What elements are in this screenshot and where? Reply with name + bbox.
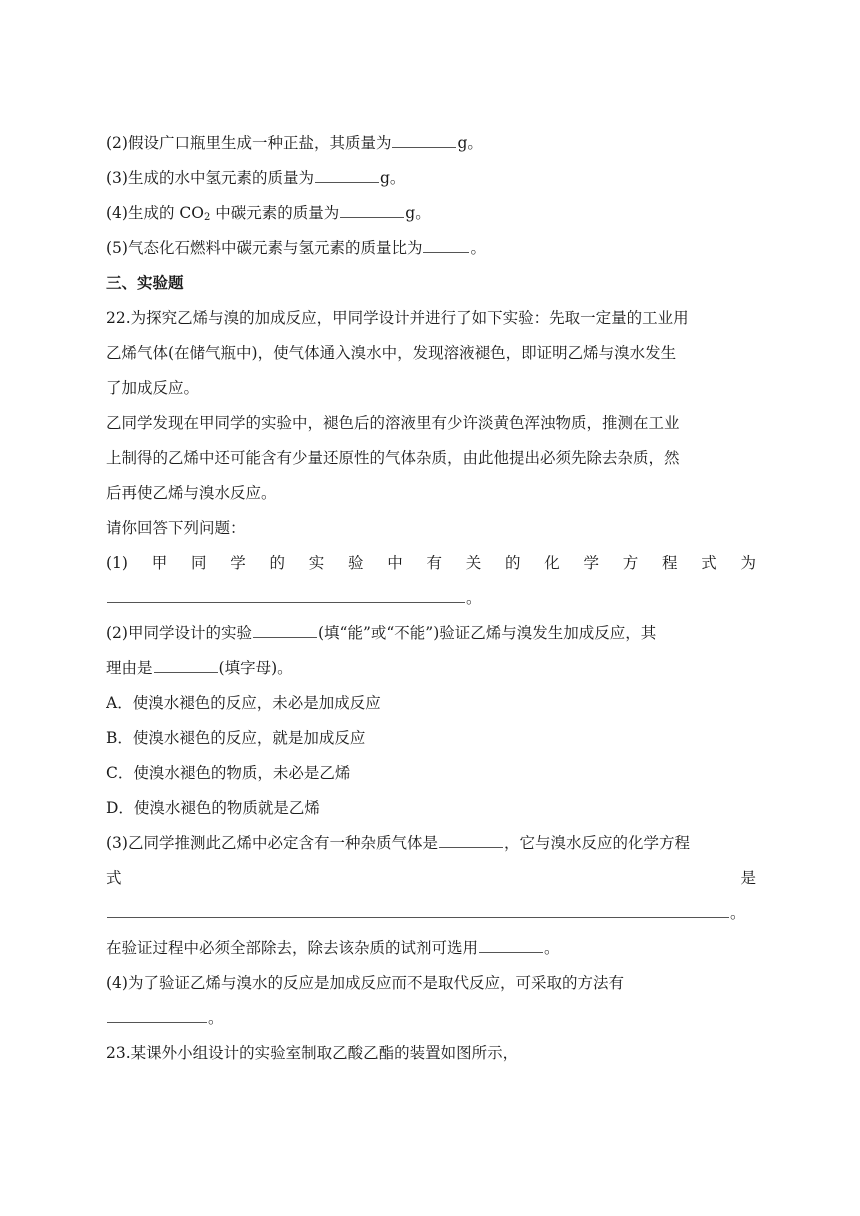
q21-p2-unit: g。 (457, 134, 483, 152)
q22-yi-line3: 后再使乙烯与溴水反应。 (106, 484, 277, 502)
q23-line1: 23.某课外小组设计的实验室制取乙酸乙酯的装置如图所示， (106, 1044, 519, 1062)
answer-blank[interactable] (423, 234, 469, 253)
answer-blank[interactable] (315, 164, 379, 183)
q22-sub1-line2 (106, 581, 756, 616)
q21-p2-text: (2)假设广口瓶里生成一种正盐，其质量为 (106, 134, 392, 152)
q22-sub2-line2 (106, 651, 756, 686)
q22-sub3-line3 (106, 896, 756, 931)
q22-intro-line1: 22.为探究乙烯与溴的加成反应，甲同学设计并进行了如下实验：先取一定量的工业用 (106, 309, 689, 327)
q21-p5-text: (5)气态化石燃料中碳元素与氢元素的质量比为 (106, 239, 423, 257)
section-heading: 三、实验题 (106, 274, 184, 292)
option-c: C．使溴水褪色的物质，未必是乙烯 (106, 764, 351, 782)
answer-blank[interactable] (107, 899, 729, 918)
q21-p5-end: 。 (470, 239, 486, 257)
q22-sub2-text-b: (填“能”或“不能”)验证乙烯与溴发生加成反应，其 (317, 624, 657, 642)
q22-sub1-word: 方 (622, 554, 639, 572)
q22-yi-line2: 上制得的乙烯中还可能含有少量还原性的气体杂质，由此他提出必须先除去杂质，然 (106, 449, 680, 467)
q22-intro-line2: 乙烯气体(在储气瓶中)，使气体通入溴水中，发现溶液褪色，即证明乙烯与溴水发生 (106, 344, 677, 362)
q22-sub1-word: 的 (504, 554, 521, 572)
q21-part3 (106, 161, 756, 196)
q22-intro-line3: 了加成反应。 (106, 379, 200, 397)
q22-sub1-word: 同 (190, 554, 207, 572)
q22-sub1-word: 验 (347, 554, 364, 572)
q22-sub3-text-f: 在验证过程中必须全部除去，除去该杂质的试剂可选用 (106, 939, 479, 957)
answer-blank[interactable] (253, 619, 317, 638)
q21-p4-unit: g。 (405, 204, 431, 222)
q22-sub2-text-d: (填字母)。 (218, 659, 293, 677)
answer-blank[interactable] (439, 829, 503, 848)
q22-sub4-line2 (106, 1001, 756, 1036)
q21-p4-text-b: 中碳元素的质量为 (210, 204, 340, 222)
q22-ask: 请你回答下列问题： (106, 519, 246, 537)
q22-sub1-word: 关 (465, 554, 482, 572)
q21-p3-unit: g。 (379, 169, 406, 187)
q22-sub1-word: (1) (106, 554, 128, 572)
q22-sub1-end: 。 (466, 589, 482, 607)
option-b: B．使溴水褪色的反应，就是加成反应 (106, 729, 366, 747)
answer-blank[interactable] (479, 934, 543, 953)
q22-sub3-line2 (106, 861, 756, 896)
q22-sub1-word: 学 (583, 554, 599, 572)
q22-sub3-text-c: 式 (106, 869, 122, 887)
q21-part5 (106, 231, 756, 266)
q22-sub1-line1 (106, 546, 756, 581)
q22-sub1-word: 甲 (151, 554, 168, 572)
option-a: A．使溴水褪色的反应，未必是加成反应 (106, 694, 381, 712)
q22-sub2-text-a: (2)甲同学设计的实验 (106, 624, 252, 642)
q22-sub3-text-a: (3)乙同学推测此乙烯中必定含有一种杂质气体是 (106, 834, 438, 852)
q22-yi-line1: 乙同学发现在甲同学的实验中，褪色后的溶液里有少许淡黄色浑浊物质，推测在工业 (106, 414, 680, 432)
q22-sub2-line1 (106, 616, 756, 651)
option-d: D．使溴水褪色的物质就是乙烯 (106, 799, 320, 817)
q22-sub3-line1 (106, 826, 756, 861)
q21-p3-text: (3)生成的水中氢元素的质量为 (106, 169, 314, 187)
q22-sub3-end: 。 (730, 904, 746, 922)
q22-sub1-word: 中 (387, 554, 403, 572)
q22-sub1-word: 实 (308, 554, 325, 572)
q22-sub4-end: 。 (208, 1009, 224, 1027)
q22-sub1-word: 化 (544, 554, 560, 572)
answer-blank[interactable] (340, 199, 404, 218)
answer-blank[interactable] (107, 1004, 207, 1023)
q22-sub3-line4 (106, 931, 756, 966)
q22-sub3-text-b: ，它与溴水反应的化学方程 (503, 834, 690, 852)
q21-part4 (106, 196, 756, 231)
q22-sub2-text-c: 理由是 (106, 659, 153, 677)
q22-sub4-line1: (4)为了验证乙烯与溴水的反应是加成反应而不是取代反应，可采取的方法有 (106, 974, 624, 992)
answer-blank[interactable] (107, 584, 465, 603)
q21-p4-text: (4)生成的 CO (106, 204, 204, 222)
answer-blank[interactable] (392, 129, 456, 148)
q22-sub1-word: 的 (269, 554, 285, 572)
q21-p4-subscript: 2 (203, 212, 211, 223)
q22-sub3-text-d: 是 (740, 869, 756, 887)
answer-blank[interactable] (154, 654, 218, 673)
q22-sub1-word: 为 (740, 554, 756, 572)
q22-sub1-word: 有 (426, 554, 442, 572)
q22-sub1-word: 式 (701, 554, 717, 572)
q22-sub1-word: 学 (230, 554, 246, 572)
q21-part2 (106, 126, 756, 161)
q22-sub1-word: 程 (661, 554, 678, 572)
document-page (106, 126, 756, 1071)
q22-sub3-end-b: 。 (544, 939, 560, 957)
